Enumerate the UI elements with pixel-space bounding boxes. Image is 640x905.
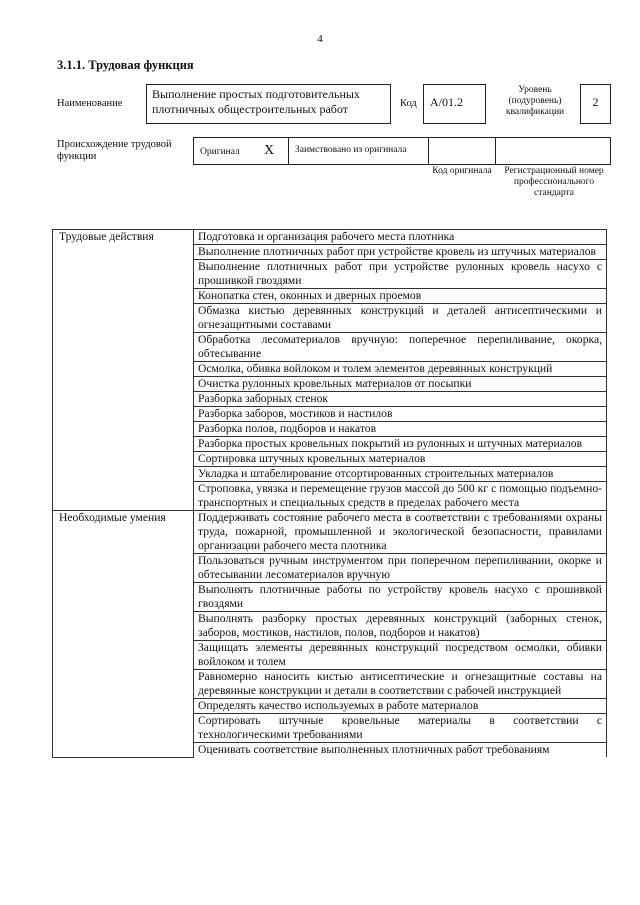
section-label: Необходимые умения <box>53 511 194 758</box>
table-cell-item: Обработка лесоматериалов вручную: поперечное перепиливание, окорка, обтесывание <box>194 333 607 362</box>
section-label: Трудовые действия <box>53 230 194 511</box>
reg-caption: Регистрационный номер профессионального стандарта <box>504 166 604 198</box>
table-row <box>53 230 607 245</box>
table-cell-item: Сортировать штучные кровельные материалы в соответствии с технологическими требованиями <box>194 714 607 743</box>
table-cell-item: Равномерно наносить кистью антисептические и огнезащитные составы на деревянные конструкции и детали в соответствии с рабочей инструкцией <box>194 670 607 699</box>
table-cell-item: Поддерживать состояние рабочего места в соответствии с требованиями охраны труда, пожарной, промышленной и экологической безопасности, правилами организации рабочего места плотника <box>194 511 607 554</box>
origin-reg-cell <box>495 137 611 165</box>
table-cell-item: Пользоваться ручным инструментом при поперечном перепиливании, окорке и обтесывании лесоматериалов вручную <box>194 554 607 583</box>
borrowed-label: Заимствовано из оригинала <box>295 145 407 155</box>
table-cell-item: Очистка рулонных кровельных материалов от посыпки <box>194 377 607 392</box>
table-cell-item: Выполнять разборку простых деревянных конструкций (заборных стенок, заборов, мостиков, настилов, полов, подборов и накатов) <box>194 612 607 641</box>
table-cell-item: Подготовка и организация рабочего места плотника <box>194 230 607 245</box>
table-cell-item: Определять качество используемых в работе материалов <box>194 699 607 714</box>
labor-function-table <box>52 229 607 758</box>
level-label: Уровень (подуровень) квалификации <box>505 85 565 117</box>
table-cell-item: Сортировка штучных кровельных материалов <box>194 452 607 467</box>
table-cell-item: Разборка полов, подборов и накатов <box>194 422 607 437</box>
name-label: Наименование <box>57 98 123 109</box>
table-cell-item: Выполнение плотничных работ при устройстве рулонных кровель насухо с прошивкой гвоздями <box>194 260 607 289</box>
page-number: 4 <box>317 33 323 45</box>
level-value: 2 <box>580 84 611 124</box>
section-title: 3.1.1. Трудовая функция <box>57 58 194 72</box>
table-cell-item: Конопатка стен, оконных и дверных проемов <box>194 289 607 304</box>
code-caption: Код оригинала <box>432 166 492 176</box>
table-cell-item: Оценивать соответствие выполненных плотничных работ требованиям <box>194 743 607 758</box>
table-cell-item: Выполнять плотничные работы по устройству кровель насухо с прошивкой гвоздями <box>194 583 607 612</box>
origin-original-cell <box>193 137 289 165</box>
name-value: Выполнение простых подготовительных плотничных общестроительных работ <box>146 84 391 124</box>
original-label: Оригинал <box>200 147 240 157</box>
table-row <box>53 511 607 554</box>
table-cell-item: Обмазка кистью деревянных конструкций и деталей антисептическими и огнезащитными составами <box>194 304 607 333</box>
origin-borrowed-cell <box>288 137 429 165</box>
table-cell-item: Разборка заборных стенок <box>194 392 607 407</box>
table-cell-item: Разборка заборов, мостиков и настилов <box>194 407 607 422</box>
original-mark: X <box>264 143 275 158</box>
code-label: Код <box>400 98 417 109</box>
table-cell-item: Выполнение плотничных работ при устройстве кровель из штучных материалов <box>194 245 607 260</box>
origin-label: Происхождение трудовой функции <box>57 139 172 162</box>
code-value: А/01.2 <box>423 84 486 124</box>
table-cell-item: Защищать элементы деревянных конструкций посредством осмолки, обивки войлоком и толем <box>194 641 607 670</box>
table-cell-item: Строповка, увязка и перемещение грузов массой до 500 кг с помощью подъемно-транспортных и специальных средств в пределах рабочего места <box>194 482 607 511</box>
table-cell-item: Разборка простых кровельных покрытий из рулонных и штучных материалов <box>194 437 607 452</box>
origin-code-cell <box>428 137 496 165</box>
table-cell-item: Осмолка, обивка войлоком и толем элементов деревянных конструкций <box>194 362 607 377</box>
table-cell-item: Укладка и штабелирование отсортированных строительных материалов <box>194 467 607 482</box>
